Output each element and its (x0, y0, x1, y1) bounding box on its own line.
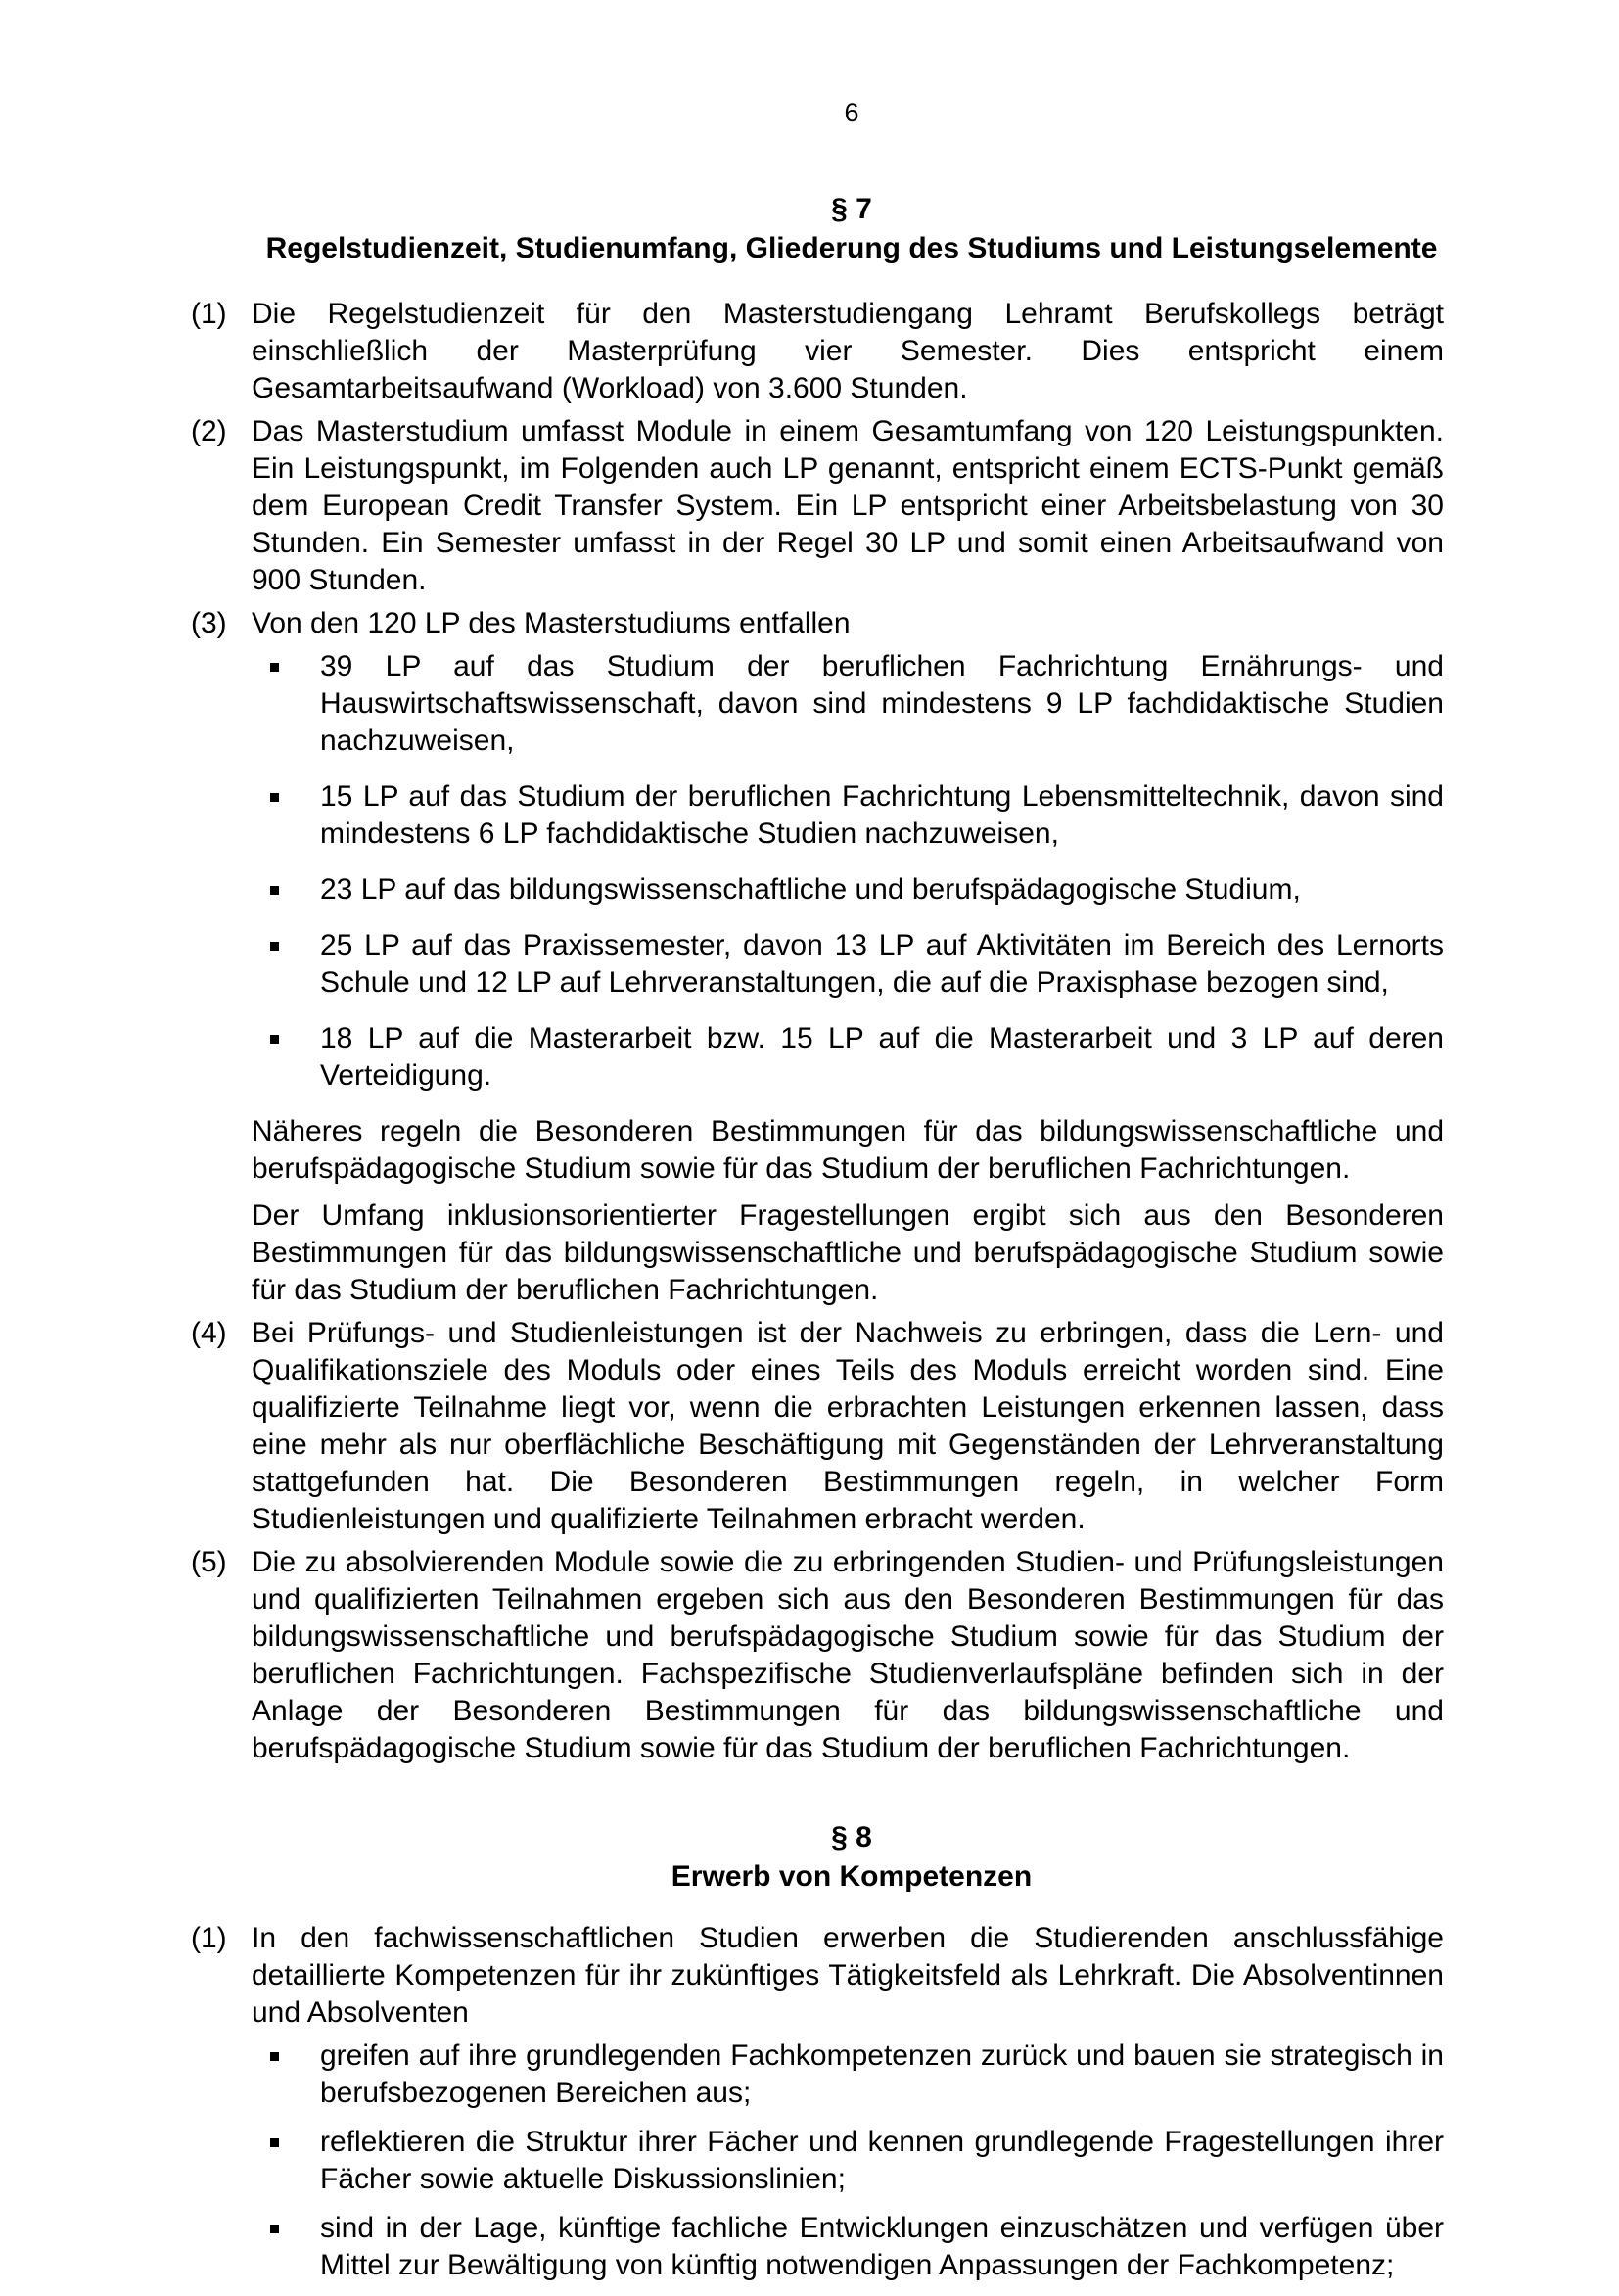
paragraph-text: Das Masterstudium umfasst Module in einem Gesamtumfang von 120 Leistungspunkten. Ein Leistungspunkt, im Folgenden auch LP genannt, entspricht einem ECTS-Punkt gemäß dem European Credit Transfer System. Ein LP entspricht einer Arbeitsbelastung von 30 Stunden. Ein Semester umfasst in der Regel 30 LP und somit einen Arbeitsaufwand von 900 Stunden. (252, 415, 1444, 596)
paragraph (191, 296, 1444, 407)
square-bullet-icon (270, 942, 279, 951)
section-8 (191, 1818, 1444, 2284)
paragraph-number: (3) (191, 607, 227, 639)
paragraph-text: Die Regelstudienzeit für den Masterstudiengang Lehramt Berufskollegs beträgt einschließlich der Masterprüfung vier Semester. Dies entspricht einem Gesamtarbeitsaufwand (Workload) von 3.600 Stunden. (252, 298, 1444, 404)
square-bullet-icon (270, 1035, 279, 1044)
paragraph-text: In den fachwissenschaftlichen Studien erwerben die Studierenden anschlussfähige detaillierte Kompetenzen für ihr zukünftiges Tätigkeitsfeld als Lehrkraft. Die Absolventinnen und Absolventen (252, 1922, 1444, 2029)
page-number: 6 (844, 98, 859, 127)
paragraph-number: (1) (191, 1922, 227, 1954)
paragraph (191, 1920, 1444, 2284)
paragraph-text: Bei Prüfungs- und Studienleistungen ist der Nachweis zu erbringen, dass die Lern- und Qualifikationsziele des Moduls oder eines Teils des Moduls erreicht worden sind. Eine qualifizierte Teilnahme liegt vor, wenn die erbrachten Leistungen erkennen lassen, dass eine mehr als nur oberflächliche Beschäftigung mit Gegenständen der Lehrveranstaltung stattgefunden hat. Die Besonderen Bestimmungen regeln, in welcher Form Studienleistungen und qualifizierte Teilnahmen erbracht werden. (252, 1317, 1444, 1535)
paragraph-note: Der Umfang inklusionsorientierter Fragestellungen ergibt sich aus den Besonderen Bestimmungen für das bildungswissenschaftliche und berufspädagogische Studium sowie für das Studium der beruflichen Fachrichtungen. (252, 1199, 1444, 1306)
list-item: 25 LP auf das Praxissemester, davon 13 LP auf Aktivitäten im Bereich des Lernorts Schule und 12 LP auf Lehrveranstaltungen, die auf die Praxisphase bezogen sind, (252, 927, 1444, 1002)
paragraph-note: Näheres regeln die Besonderen Bestimmungen für das bildungswissenschaftliche und berufspädagogische Studium sowie für das Studium der beruflichen Fachrichtungen. (252, 1115, 1444, 1185)
list-item: greifen auf ihre grundlegenden Fachkompetenzen zurück und bauen sie strategisch in berufsbezogenen Bereichen aus; (252, 2038, 1444, 2112)
paragraph-number: (2) (191, 415, 227, 447)
section-number: § 8 (831, 1821, 872, 1853)
paragraph-number: (5) (191, 1546, 227, 1578)
list-item: 23 LP auf das bildungswissenschaftliche und berufspädagogische Studium, (252, 871, 1444, 909)
list-item: 39 LP auf das Studium der beruflichen Fachrichtung Ernährungs- und Hauswirtschaftswissenschaft, davon sind mindestens 9 LP fachdidaktische Studien nachzuweisen, (252, 648, 1444, 760)
bullet-list (252, 648, 1444, 1095)
list-item: 18 LP auf die Masterarbeit bzw. 15 LP auf die Masterarbeit und 3 LP auf deren Verteidigung. (252, 1020, 1444, 1095)
square-bullet-icon (270, 2052, 279, 2061)
paragraph (191, 413, 1444, 599)
paragraph (191, 1544, 1444, 1767)
paragraph (191, 605, 1444, 1309)
paragraph-number: (1) (191, 298, 227, 330)
square-bullet-icon (270, 886, 279, 895)
section-title: Erwerb von Kompetenzen (671, 1860, 1033, 1893)
document-page (191, 98, 1444, 2296)
section-7 (191, 190, 1444, 1767)
list-item: reflektieren die Struktur ihrer Fächer und kennen grundlegende Fragestellungen ihrer Fächer sowie aktuelle Diskussionslinien; (252, 2124, 1444, 2198)
square-bullet-icon (270, 793, 279, 802)
paragraph-number: (4) (191, 1317, 227, 1349)
square-bullet-icon (270, 663, 279, 672)
section-number: § 7 (831, 193, 872, 225)
list-item: sind in der Lage, künftige fachliche Entwicklungen einzuschätzen und verfügen über Mittel zur Bewältigung von künftig notwendigen Anpassungen der Fachkompetenz; (252, 2210, 1444, 2284)
paragraph (191, 1315, 1444, 1538)
square-bullet-icon (270, 2225, 279, 2233)
square-bullet-icon (270, 2138, 279, 2147)
list-item: 15 LP auf das Studium der beruflichen Fachrichtung Lebensmitteltechnik, davon sind mindestens 6 LP fachdidaktische Studien nachzuweisen, (252, 778, 1444, 853)
paragraph-text: Von den 120 LP des Masterstudiums entfallen (252, 607, 851, 639)
bullet-list (252, 2038, 1444, 2284)
paragraph-text: Die zu absolvierenden Module sowie die zu erbringenden Studien- und Prüfungsleistungen und qualifizierten Teilnahmen ergeben sich aus den Besonderen Bestimmungen für das bildungswissenschaftliche und berufspädagogische Studium sowie für das Studium der beruflichen Fachrichtungen. Fachspezifische Studienverlaufspläne befinden sich in der Anlage der Besonderen Bestimmungen für das bildungswissenschaftliche und berufspädagogische Studium sowie für das Studium der beruflichen Fachrichtungen. (252, 1546, 1444, 1764)
section-title: Regelstudienzeit, Studienumfang, Gliederung des Studiums und Leistungselemente (265, 232, 1438, 264)
